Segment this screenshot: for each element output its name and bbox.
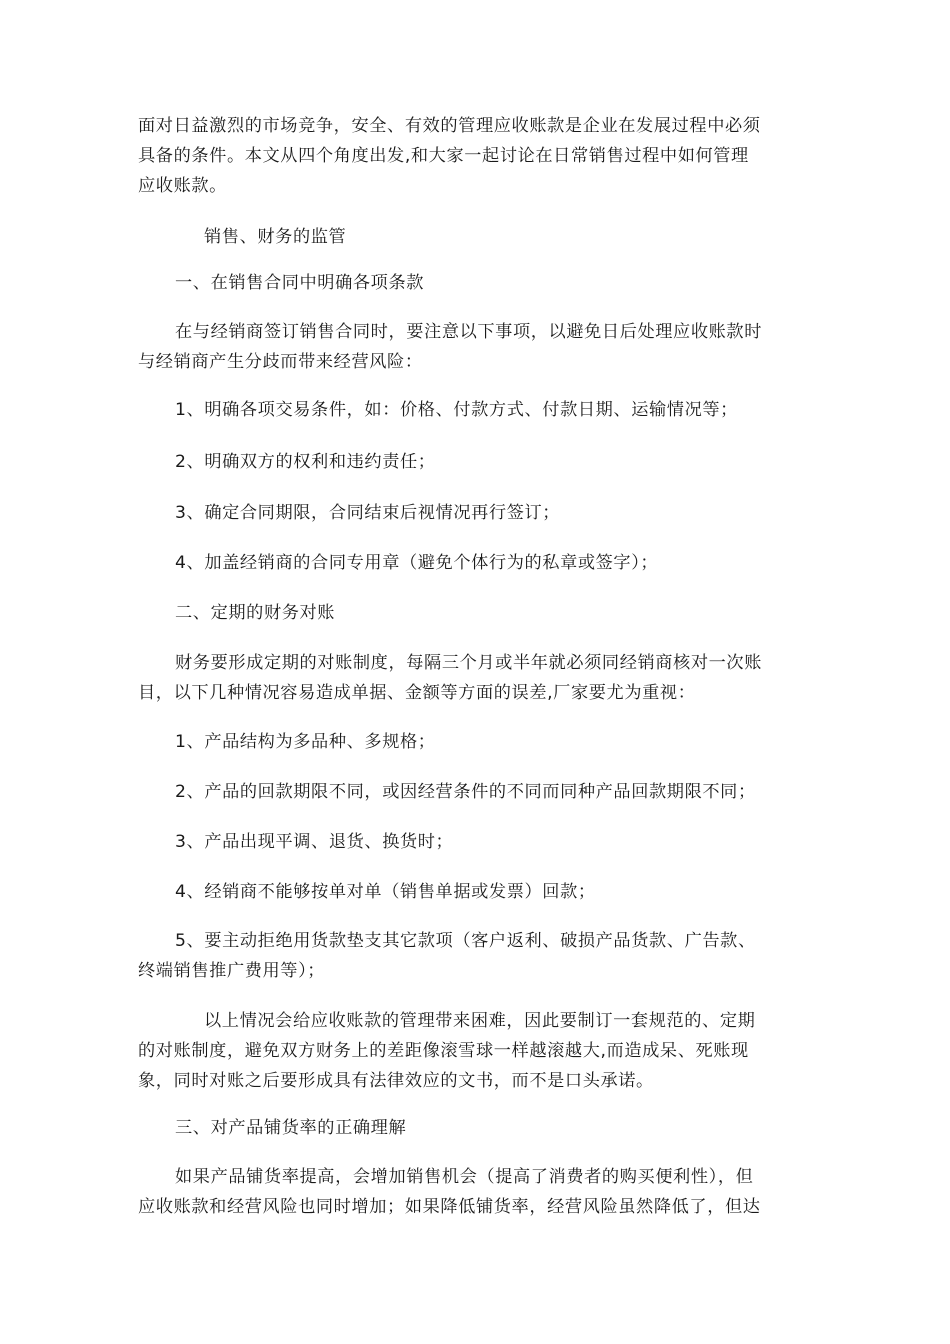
text-line: 具备的条件。本文从四个角度出发,和大家一起讨论在日常销售过程中如何管理 xyxy=(138,146,749,166)
text-line: 2、明确双方的权利和违约责任； xyxy=(175,452,436,472)
text-line: 三、对产品铺货率的正确理解 xyxy=(175,1118,407,1138)
list-item xyxy=(175,447,855,477)
text-line: 目，以下几种情况容易造成单据、金额等方面的误差,厂家要尤为重视： xyxy=(138,683,696,703)
body-paragraph xyxy=(138,1006,818,1096)
text-line: 在与经销商签订销售合同时，要注意以下事项，以避免日后处理应收账款时 xyxy=(175,322,762,342)
list-item xyxy=(138,926,818,986)
text-line: 2、产品的回款期限不同，或因经营条件的不同而同种产品回款期限不同； xyxy=(175,782,756,802)
list-item xyxy=(175,877,855,907)
text-line: 1、明确各项交易条件，如：价格、付款方式、付款日期、运输情况等； xyxy=(175,400,738,420)
text-line: 的对账制度，避免双方财务上的差距像滚雪球一样越滚越大,而造成呆、死账现 xyxy=(138,1041,749,1061)
text-line: 4、加盖经销商的合同专用章（避免个体行为的私章或签字）； xyxy=(175,553,659,573)
list-item xyxy=(175,395,855,425)
text-line: 终端销售推广费用等）； xyxy=(138,961,326,981)
list-item xyxy=(175,498,855,528)
text-line: 如果产品铺货率提高，会增加销售机会（提高了消费者的购买便利性），但 xyxy=(175,1167,754,1187)
text-line: 象，同时对账之后要形成具有法律效应的文书，而不是口头承诺。 xyxy=(138,1071,654,1091)
section-heading xyxy=(204,222,884,252)
body-paragraph xyxy=(138,648,818,708)
body-paragraph xyxy=(138,317,818,377)
text-line: 5、要主动拒绝用货款垫支其它款项（客户返利、破损产品货款、广告款、 xyxy=(175,931,756,951)
text-line: 应收账款。 xyxy=(138,176,227,196)
text-line: 与经销商产生分歧而带来经营风险： xyxy=(138,352,423,372)
text-line: 财务要形成定期的对账制度，每隔三个月或半年就必须同经销商核对一次账 xyxy=(175,653,762,673)
text-line: 3、产品出现平调、退货、换货时； xyxy=(175,832,454,852)
text-line: 二、定期的财务对账 xyxy=(175,603,336,623)
list-item xyxy=(175,827,855,857)
text-line: 以上情况会给应收账款的管理带来困难，因此要制订一套规范的、定期 xyxy=(204,1011,756,1031)
list-item xyxy=(175,777,855,807)
text-line: 一、在销售合同中明确各项条款 xyxy=(175,273,425,293)
list-item xyxy=(175,727,855,757)
sub-heading xyxy=(175,598,855,628)
text-line: 3、确定合同期限，合同结束后视情况再行签订； xyxy=(175,503,561,523)
list-item xyxy=(175,548,855,578)
text-line: 面对日益激烈的市场竞争，安全、有效的管理应收账款是企业在发展过程中必须 xyxy=(138,116,761,136)
text-line: 销售、财务的监管 xyxy=(204,227,347,247)
sub-heading xyxy=(175,268,855,298)
sub-heading xyxy=(175,1113,855,1143)
intro-paragraph xyxy=(138,111,818,201)
text-line: 应收账款和经营风险也同时增加；如果降低铺货率，经营风险虽然降低了，但达 xyxy=(138,1197,761,1217)
body-paragraph xyxy=(138,1162,818,1222)
text-line: 1、产品结构为多品种、多规格； xyxy=(175,732,436,752)
text-line: 4、经销商不能够按单对单（销售单据或发票）回款； xyxy=(175,882,596,902)
